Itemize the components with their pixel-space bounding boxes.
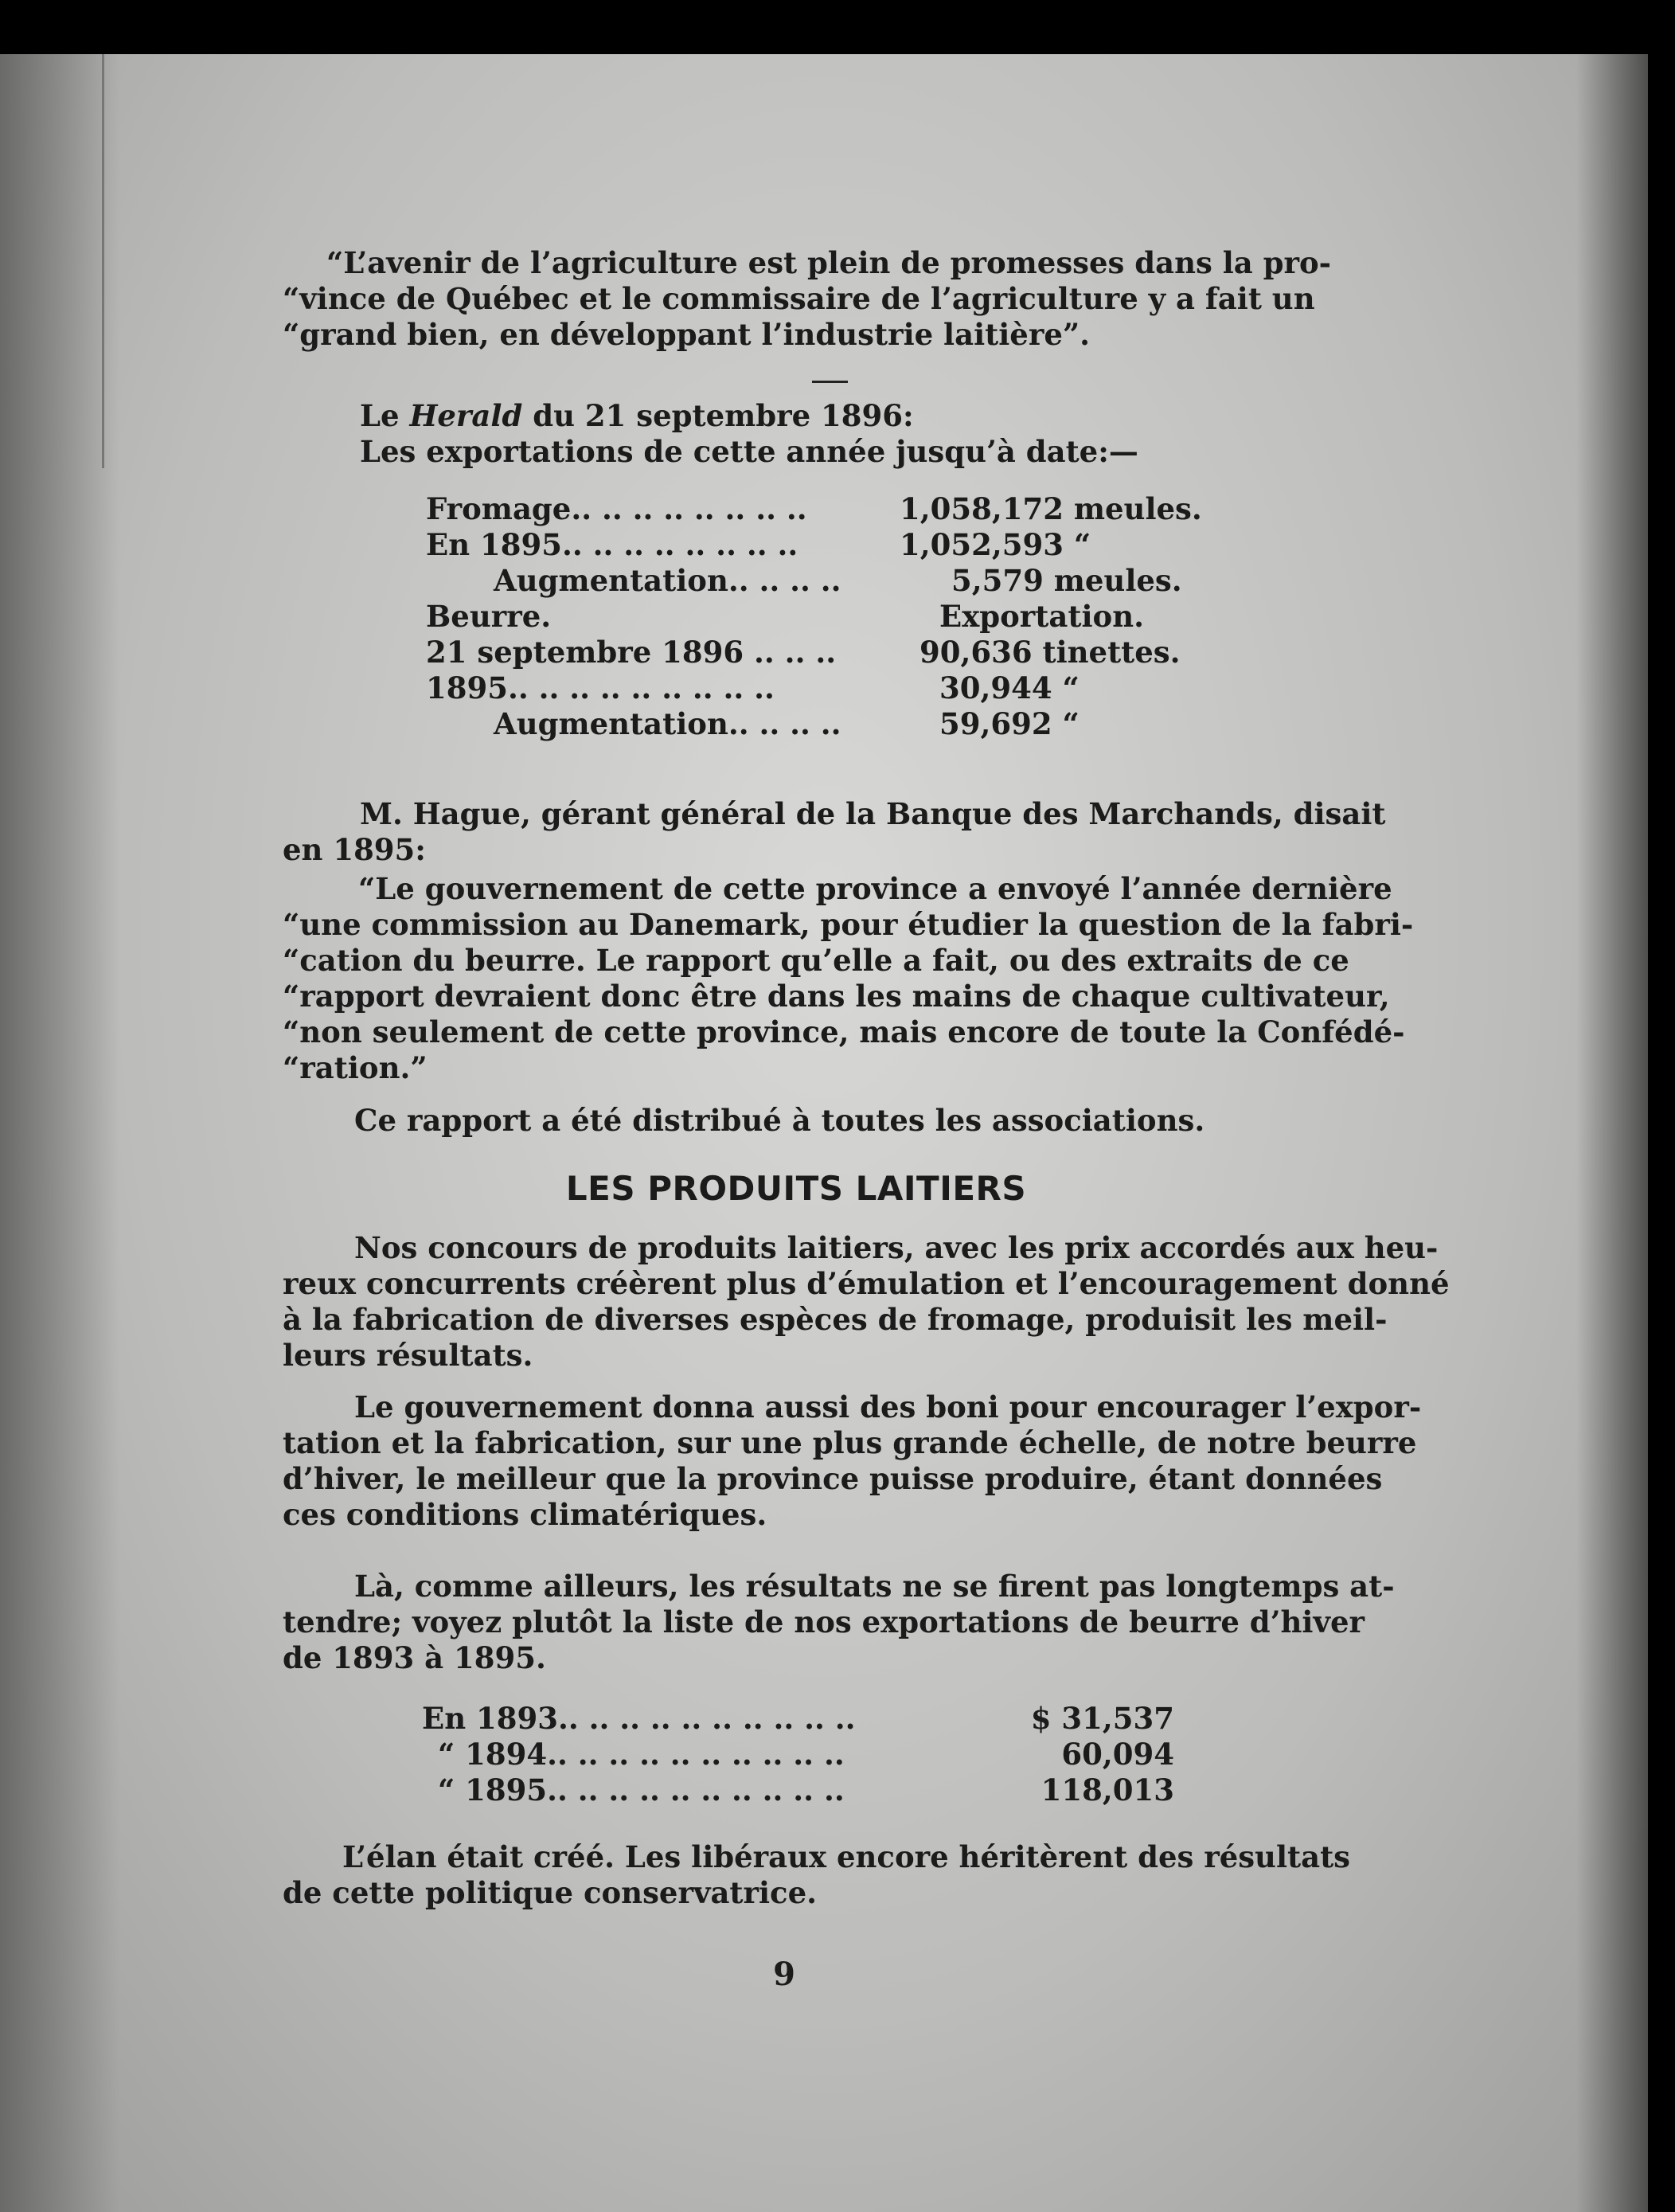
- table-row: [426, 634, 1202, 670]
- row-label: En 1895.. .. .. .. .. .. .. ..: [426, 526, 798, 562]
- text-line: d’hiver, le meilleur que la province puisse produire, étant données: [283, 1461, 1383, 1496]
- text-line: “ration.”: [283, 1050, 428, 1085]
- table-row: [422, 1736, 1174, 1772]
- winter-butter-table-wrap: [422, 1700, 1174, 1808]
- text-line: ces conditions climatériques.: [283, 1497, 767, 1532]
- text-line: “une commission au Danemark, pour étudier la question de la fabri-: [283, 907, 1414, 942]
- row-label: Fromage.. .. .. .. .. .. .. ..: [426, 490, 807, 526]
- herald-prefix: Le: [360, 398, 410, 433]
- table-row: [422, 1772, 1174, 1808]
- table-row: [426, 562, 1202, 598]
- quote-top: [283, 245, 1332, 353]
- section-heading: LES PRODUITS LAITIERS: [565, 1169, 1027, 1208]
- text-line: à la fabrication de diverses espèces de fromage, produisit les meil-: [283, 1302, 1388, 1337]
- row-value: Exportation.: [939, 598, 1144, 634]
- table-row: [426, 670, 1202, 705]
- text-line: Le gouvernement donna aussi des boni pour encourager l’expor-: [354, 1389, 1422, 1425]
- table-row: [426, 598, 1202, 634]
- page-number: 9: [773, 1956, 795, 1993]
- row-value: 60,094: [1061, 1736, 1174, 1772]
- row-label: Beurre.: [426, 598, 552, 634]
- row-value: 1,052,593 “: [900, 526, 1091, 562]
- row-label: 1895.. .. .. .. .. .. .. .. ..: [426, 670, 775, 705]
- hague-intro: [283, 796, 1386, 868]
- row-value: 1,058,172 meules.: [900, 490, 1202, 526]
- text-line: “L’avenir de l’agriculture est plein de promesses dans la pro-: [326, 245, 1332, 280]
- row-value: $ 31,537: [1030, 1700, 1174, 1736]
- page-right-shadow: [1576, 54, 1648, 2212]
- separator-rule: [812, 381, 848, 383]
- text-line: “grand bien, en développant l’industrie laitière”.: [283, 317, 1091, 352]
- text-line: L’élan était créé. Les libéraux encore héritèrent des résultats: [342, 1839, 1351, 1874]
- text-line: Là, comme ailleurs, les résultats ne se firent pas longtemps at-: [354, 1569, 1395, 1604]
- text-line: tendre; voyez plutôt la liste de nos exportations de beurre d’hiver: [283, 1604, 1365, 1639]
- text-line: leurs résultats.: [283, 1338, 533, 1373]
- row-label: En 1893.. .. .. .. .. .. .. .. .. ..: [422, 1700, 856, 1736]
- text-line: “Le gouvernement de cette province a envoyé l’année dernière: [358, 871, 1392, 906]
- paragraph-final: [283, 1839, 1351, 1911]
- quote-hague: [283, 871, 1414, 1086]
- text-line: en 1895:: [283, 832, 426, 867]
- table-row: [426, 705, 1202, 741]
- herald-block: [360, 398, 1236, 470]
- winter-butter-table: [422, 1700, 1174, 1808]
- row-value: 118,013: [1041, 1772, 1174, 1808]
- row-label: Augmentation.. .. .. ..: [494, 705, 841, 741]
- row-label: “ 1894.. .. .. .. .. .. .. .. .. ..: [438, 1736, 845, 1772]
- row-label: 21 septembre 1896 .. .. ..: [426, 634, 837, 670]
- text-line: “rapport devraient donc être dans les mains de chaque cultivateur,: [283, 979, 1390, 1014]
- paragraph-boni: [283, 1389, 1422, 1533]
- text-line: tation et la fabrication, sur une plus grande échelle, de notre beurre: [283, 1425, 1417, 1460]
- row-label: “ 1895.. .. .. .. .. .. .. .. .. ..: [438, 1772, 845, 1808]
- row-value: 90,636 tinettes.: [919, 634, 1181, 670]
- text-line: reux concurrents créèrent plus d’émulation et l’encouragement donné: [283, 1266, 1450, 1301]
- text-line: M. Hague, gérant général de la Banque des Marchands, disait: [360, 796, 1386, 831]
- row-label: Augmentation.. .. .. ..: [494, 562, 841, 598]
- row-value: 5,579 meules.: [951, 562, 1182, 598]
- distribution-note: [354, 1103, 1310, 1139]
- herald-suffix: du 21 septembre 1896:: [522, 398, 914, 433]
- row-value: 59,692 “: [939, 705, 1080, 741]
- text-line: Nos concours de produits laitiers, avec les prix accordés aux heu-: [354, 1230, 1439, 1265]
- exports-table: [426, 490, 1202, 741]
- table-row: [426, 490, 1202, 526]
- text-line: Ce rapport a été distribué à toutes les associations.: [354, 1103, 1205, 1138]
- text-line: “non seulement de cette province, mais encore de toute la Confédé-: [283, 1014, 1405, 1049]
- paragraph-resultats: [283, 1569, 1395, 1676]
- herald-paper: Herald: [409, 398, 523, 433]
- fold-line: [102, 54, 104, 468]
- herald-intro: Les exportations de cette année jusqu’à date:—: [360, 434, 1138, 469]
- text-line: “cation du beurre. Le rapport qu’elle a fait, ou des extraits de ce: [283, 943, 1349, 978]
- table-row: [422, 1700, 1174, 1736]
- row-value: 30,944 “: [939, 670, 1080, 705]
- paragraph-concours: [283, 1230, 1450, 1374]
- herald-source: [360, 398, 1236, 434]
- exports-table-wrap: [426, 490, 1202, 741]
- text-line: de 1893 à 1895.: [283, 1640, 546, 1675]
- table-row: [426, 526, 1202, 562]
- text-line: “vince de Québec et le commissaire de l’agriculture y a fait un: [283, 281, 1315, 316]
- text-line: de cette politique conservatrice.: [283, 1875, 818, 1910]
